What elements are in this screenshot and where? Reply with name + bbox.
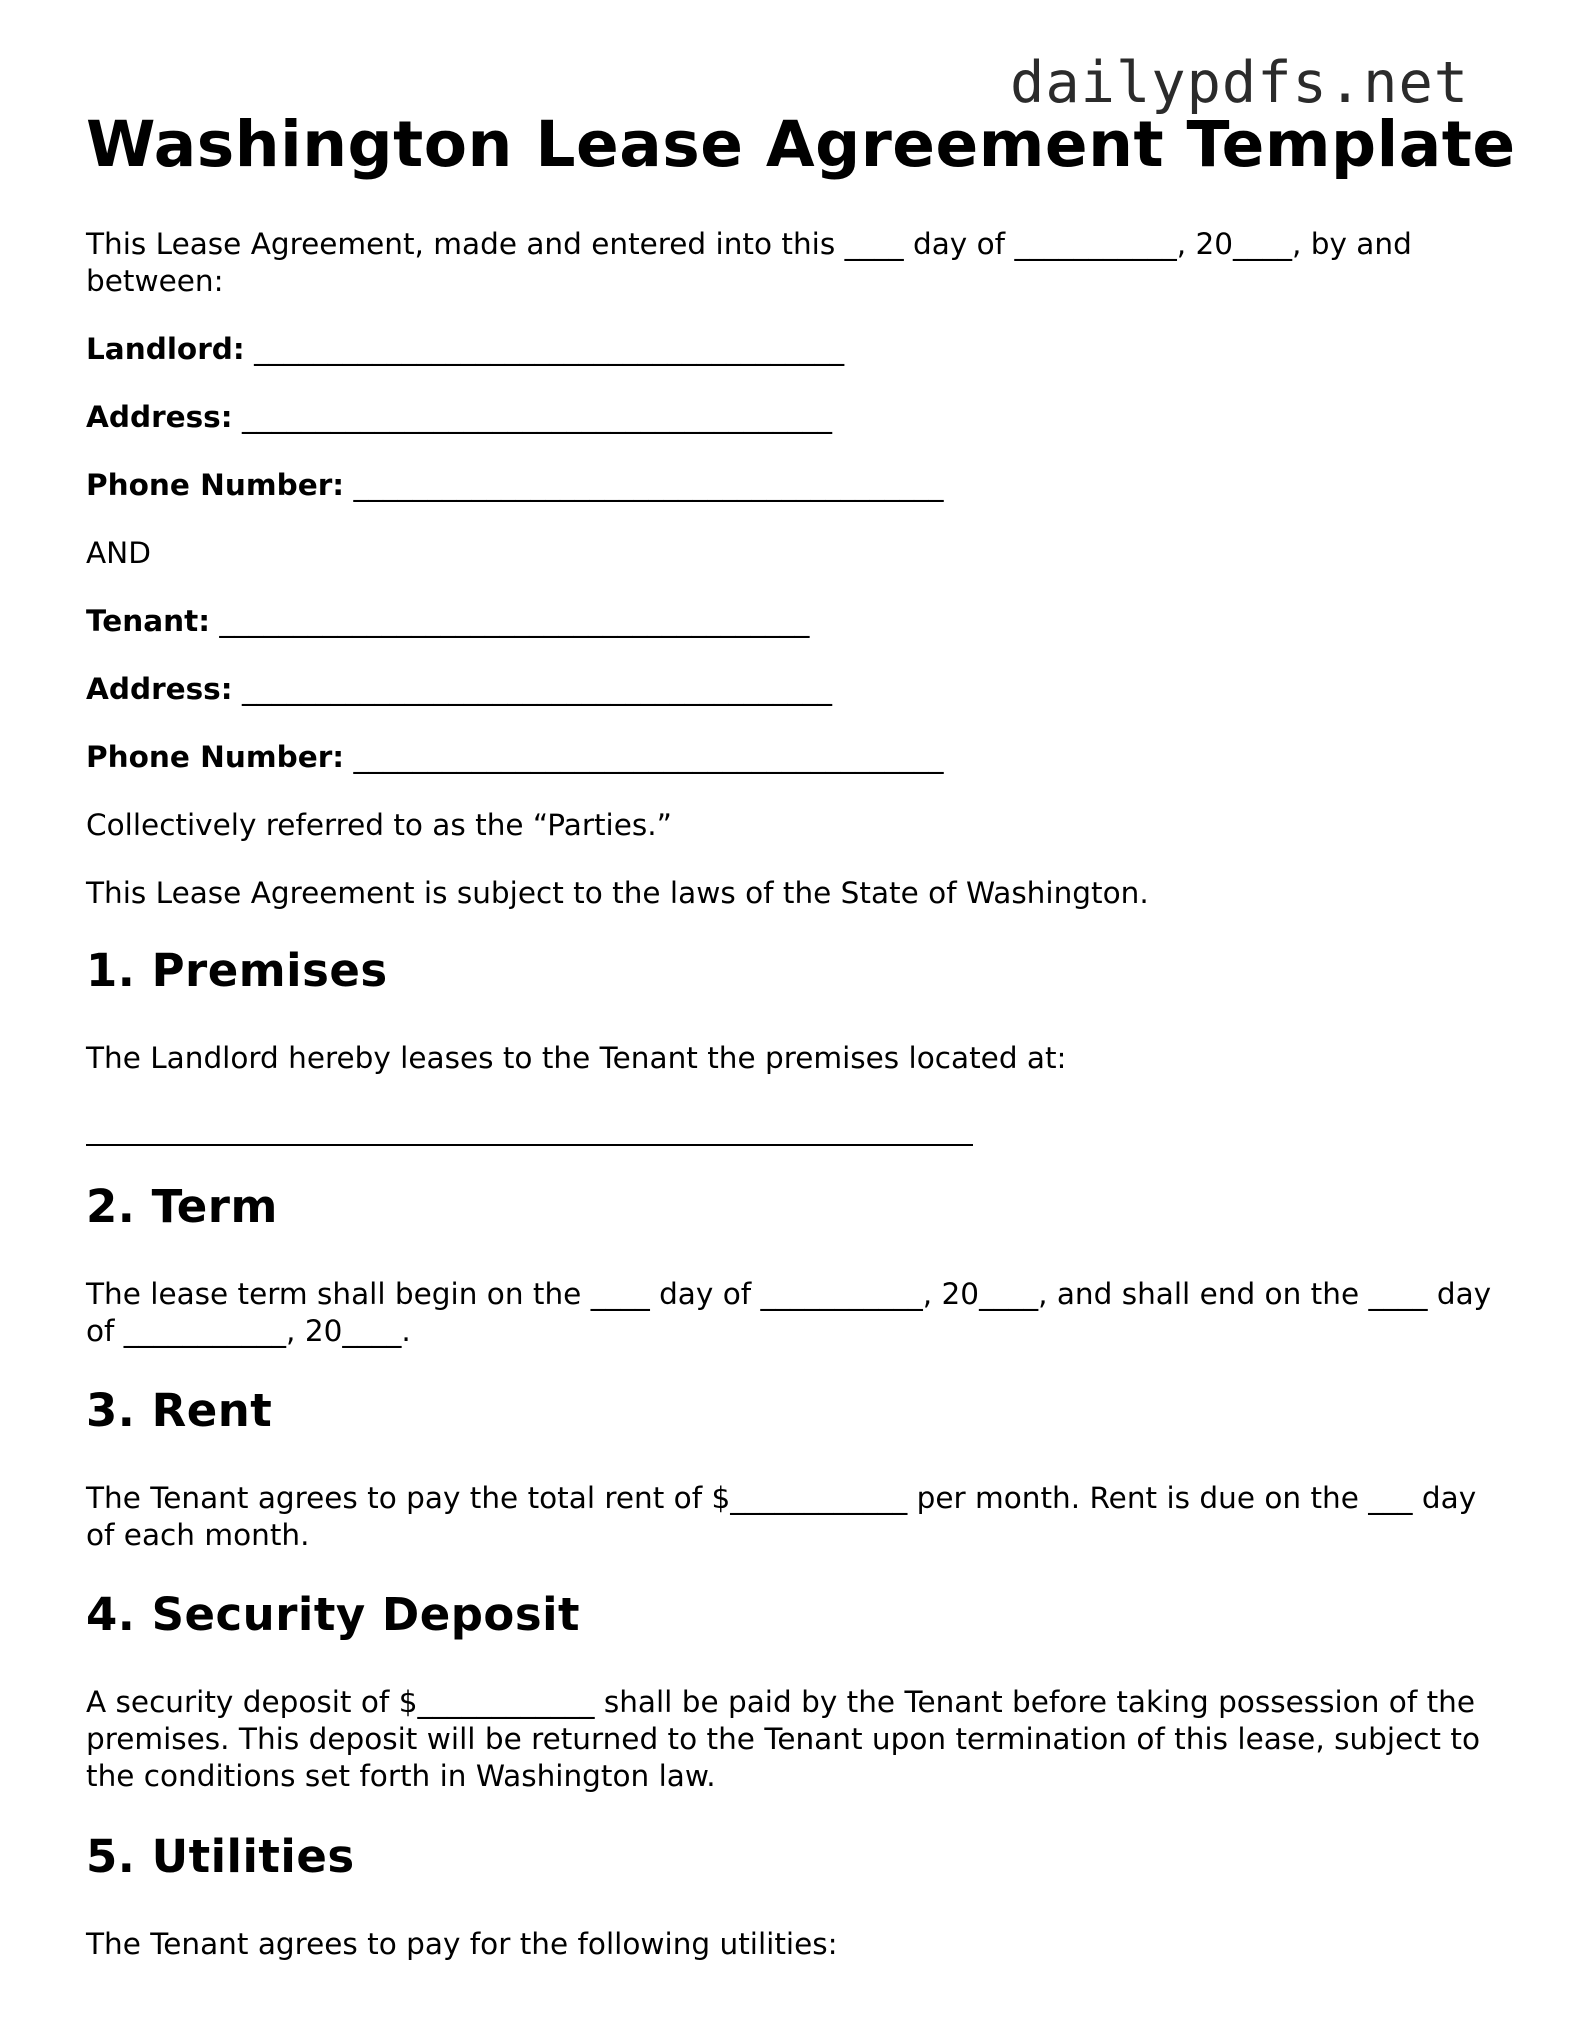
landlord-address-field — [86, 400, 832, 434]
premises-address-line — [86, 1144, 973, 1146]
watermark: dailypdfs.net — [1010, 50, 1470, 116]
tenant-phone-label: Phone Number: — [86, 740, 345, 774]
term-body: The lease term shall begin on the ____ day of ___________, 20____, and shall end on the ____ day of ___________, 20____. — [86, 1277, 1492, 1348]
landlord-phone-label: Phone Number: — [86, 468, 345, 502]
landlord-address-label: Address: — [86, 400, 233, 434]
tenant-phone-field — [86, 740, 943, 774]
landlord-name-field — [86, 332, 844, 366]
rent-body: The Tenant agrees to pay the total rent of $____________ per month. Rent is due on the ___ day of each month. — [86, 1481, 1477, 1552]
tenant-address-field — [86, 672, 832, 706]
tenant-name-field — [86, 604, 809, 638]
laws-text: This Lease Agreement is subject to the laws of the State of Washington. — [86, 876, 1149, 910]
tenant-name-label: Tenant: — [86, 604, 211, 638]
term-heading: 2. Term — [86, 1180, 278, 1233]
page-title: Washington Lease Agreement Template — [86, 108, 1516, 181]
utilities-body: The Tenant agrees to pay for the following utilities: — [86, 1927, 838, 1961]
premises-body: The Landlord hereby leases to the Tenant the premises located at: — [86, 1041, 1067, 1075]
security-deposit-heading: 4. Security Deposit — [86, 1588, 581, 1641]
parties-text: Collectively referred to as the “Parties.” — [86, 808, 672, 842]
utilities-heading: 5. Utilities — [86, 1830, 355, 1883]
tenant-address-label: Address: — [86, 672, 233, 706]
security-deposit-body: A security deposit of $____________ shall be paid by the Tenant before taking possession of the premises. This deposit will be returned to the Tenant upon termination of this lease, subject to the conditions set forth in Washington law. — [86, 1685, 1480, 1793]
landlord-name-label: Landlord: — [86, 332, 245, 366]
tenant-name-blank: ________________________________________ — [219, 604, 810, 638]
landlord-address-blank: ________________________________________ — [241, 400, 832, 434]
and-separator: AND — [86, 536, 151, 570]
landlord-phone-field — [86, 468, 943, 502]
tenant-phone-blank: ________________________________________ — [353, 740, 944, 774]
landlord-name-blank: ________________________________________ — [254, 332, 845, 366]
tenant-address-blank: ________________________________________ — [241, 672, 832, 706]
rent-heading: 3. Rent — [86, 1384, 273, 1437]
landlord-phone-blank: ________________________________________ — [353, 468, 944, 502]
intro-paragraph: This Lease Agreement, made and entered into this ____ day of ___________, 20____, by and between: — [86, 227, 1412, 298]
premises-heading: 1. Premises — [86, 944, 388, 997]
